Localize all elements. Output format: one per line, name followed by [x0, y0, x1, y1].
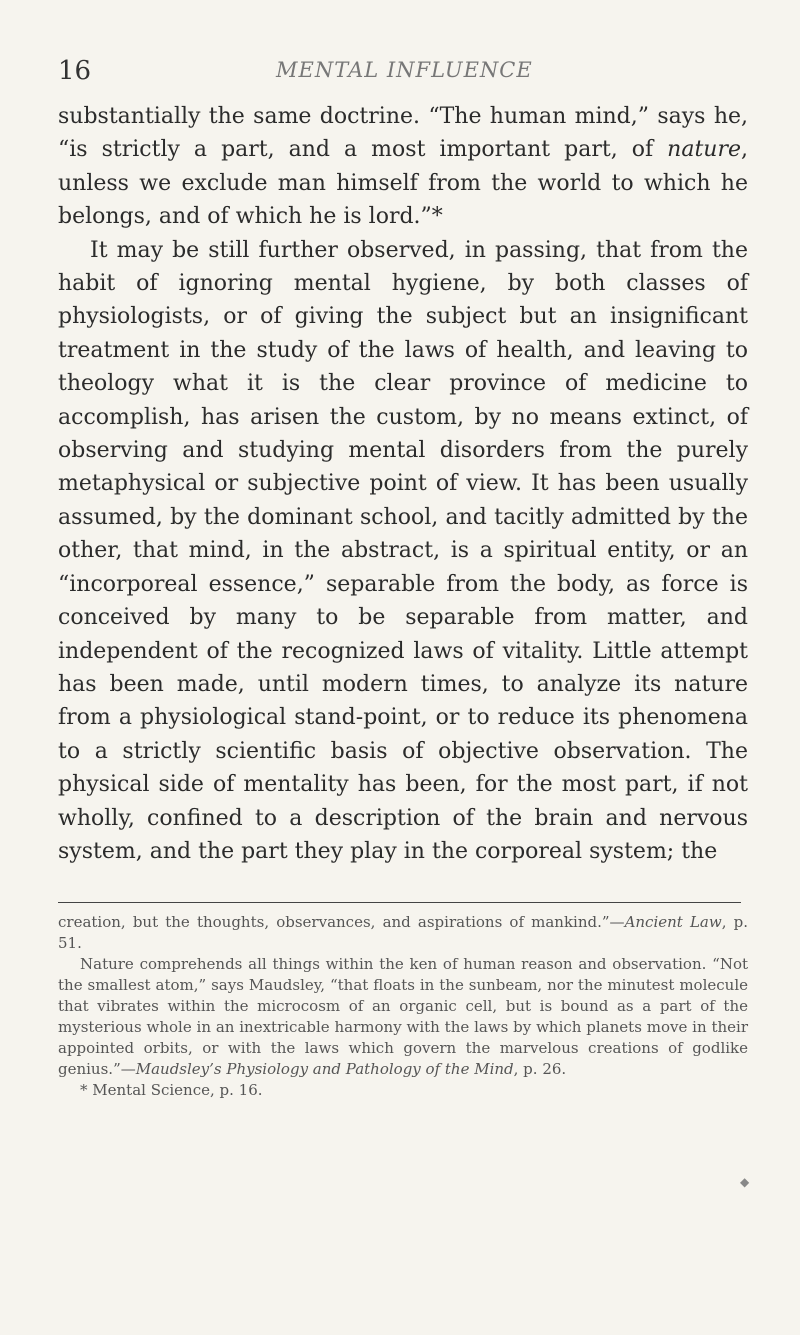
- footnote-text: Nature comprehends all things within the ken of human reason and observation. “Not the smallest atom,” says Maudsley, “that floats in the sunbeam, nor the minutest molecule that vibrates within the microcosm of an organic cell, but is bound as a part of the mysterious whole in an inextricable harmony with the laws by which planets move in their appointed orbits, or with the laws which govern the marvelous creations of godlike genius.”—: [58, 955, 748, 1078]
- scan-speck: ◆: [740, 1175, 750, 1189]
- running-title: MENTAL INFLUENCE: [276, 58, 533, 82]
- footnote-text: , p. 26.: [513, 1059, 567, 1078]
- paragraph: It may be still further observed, in passing, that from the habit of ignoring mental hygiene, by both classes of physiologists, or of giving the subject but an insignificant treatment in the study of the laws of health, and leaving to theology what it is the clear province of medicine to accomplish, has arisen the custom, by no means extinct, of observing and studying mental disorders from the purely metaphysical or subjective point of view. It has been usually assumed, by the dominant school, and tacitly admitted by the other, that mind, in the abstract, is a spiritual entity, or an “incorporeal essence,” separable from the body, as force is conceived by many to be separable from matter, and independent of the recognized laws of vitality. Little attempt has been made, until modern times, to analyze its nature from a physiological stand-point, or to reduce its phenomena to a strictly scientific basis of objective observation. The physical side of mentality has been, for the most part, if not wholly, confined to a description of the brain and nervous system, and the part they play in the corporeal system; the: [58, 237, 748, 864]
- running-head: [58, 50, 748, 100]
- citation-title: Ancient Law: [624, 913, 722, 932]
- footnote-text: creation, but the thoughts, observances, and aspirations of mankind.”—: [58, 913, 625, 932]
- paragraph-text: , unless we exclude man himself from the world to which he belongs, and of which he is lord.”*: [58, 137, 748, 230]
- footnote-continued: [58, 912, 748, 954]
- main-text: [58, 100, 748, 868]
- emphasis-text: nature: [667, 137, 741, 163]
- citation-title: Maudsley’s Physiology and Pathology of the Mind: [135, 1059, 514, 1078]
- footnotes: [58, 912, 748, 1100]
- footnote-text: , p. 51.: [58, 913, 748, 953]
- footnote-star: * Mental Science, p. 16.: [80, 1080, 263, 1099]
- footnote: [58, 954, 748, 1079]
- paragraph-continued: [58, 100, 748, 234]
- paragraph-text: substantially the same doctrine. “The human mind,” says he, “is strictly a part, and a most important part, of: [58, 104, 748, 163]
- page-number: 16: [58, 56, 92, 86]
- book-page: [58, 50, 748, 1101]
- footnote-divider: [58, 902, 741, 903]
